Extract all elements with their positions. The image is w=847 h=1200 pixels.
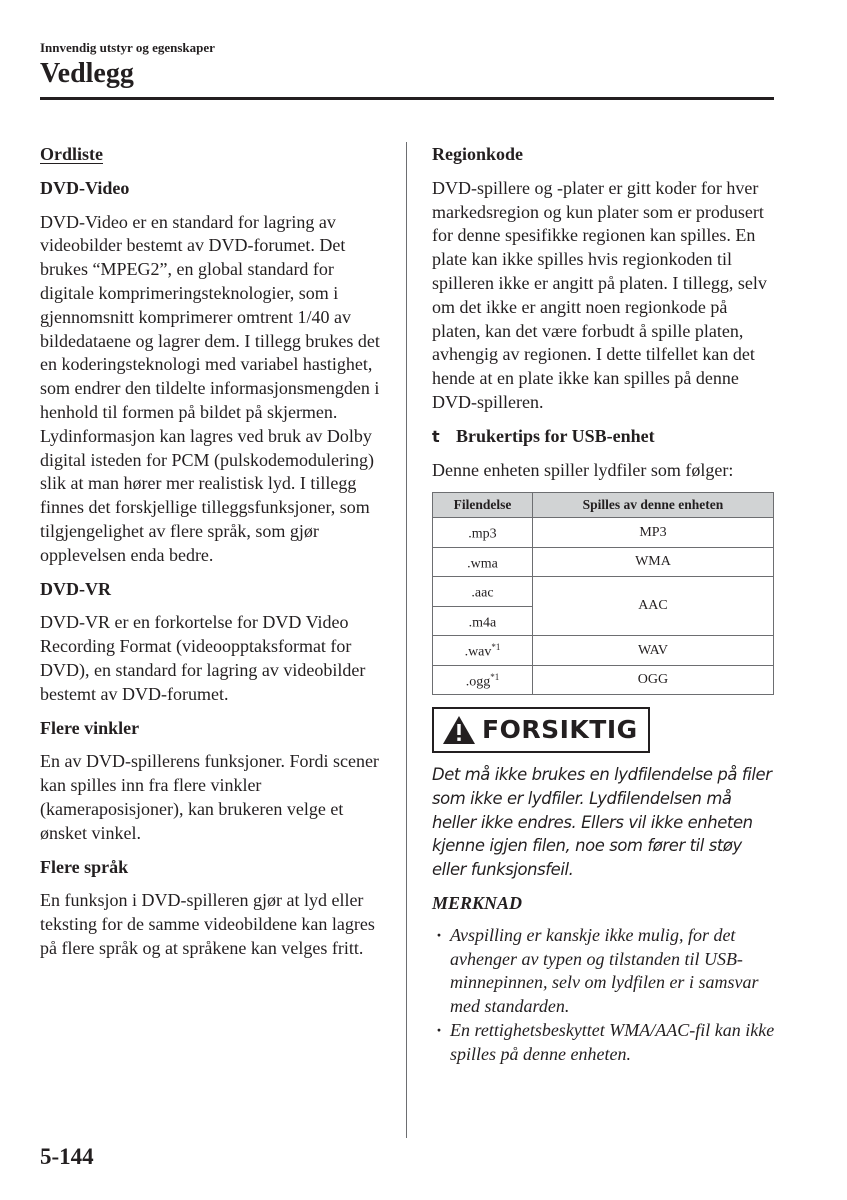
- multi-language-heading: Flere språk: [40, 856, 129, 877]
- table-cell-format: AAC: [532, 577, 773, 636]
- page-number: 5-144: [40, 1144, 94, 1169]
- table-row: [433, 577, 774, 606]
- region-code-text: DVD-spillere og -plater er gitt koder for hver markedsregion og kun plater som er produsert for denne spesifikke regionen kan spilles. En plate kan ikke spilles hvis regionkoden til spilleren ikke er angitt på platen. I tillegg, selv om det ikke er angitt noen regionkode på platen, kan det være forbudt å spille platen, avhengig av regionen. I dette tilfellet kan det hende at en plate ikke kan spilles på denne DVD-spilleren.: [432, 177, 767, 412]
- multi-angle-heading: Flere vinkler: [40, 717, 140, 738]
- left-column: [40, 143, 392, 971]
- section-label: Innvendig utstyr og egenskaper: [40, 40, 215, 55]
- table-cell-format: OGG: [532, 665, 773, 694]
- glossary-heading: Ordliste: [40, 144, 103, 164]
- dvd-vr-heading: DVD-VR: [40, 578, 111, 599]
- table-cell-extension: .m4a: [433, 606, 533, 635]
- dvd-video-heading: DVD-Video: [40, 177, 130, 198]
- table-cell-format: MP3: [532, 518, 773, 547]
- table-row: [433, 665, 774, 694]
- tips-bullet-icon: t: [432, 426, 440, 446]
- note-list: [432, 924, 776, 1067]
- file-extension-table: [432, 492, 774, 695]
- table-header-cell: Spilles av denne enheten: [532, 493, 773, 518]
- warning-triangle-icon: [442, 715, 476, 745]
- table-row: [433, 547, 774, 576]
- caution-label: FORSIKTIG: [482, 715, 638, 745]
- usb-tips-intro: Denne enheten spiller lydfiler som følger:: [432, 459, 734, 480]
- region-code-heading: Regionkode: [432, 144, 524, 164]
- right-column: [432, 143, 776, 1067]
- table-cell-extension: .aac: [433, 577, 533, 606]
- caution-box: [432, 707, 650, 753]
- multi-angle-text: En av DVD-spillerens funksjoner. Fordi scener kan spilles inn fra flere vinkler (kameraposisjoner), kan brukeren velge et ønsket vinkel.: [40, 751, 379, 843]
- page-title: Vedlegg: [40, 58, 134, 89]
- caution-text: Det må ikke brukes en lydfilendelse på filer som ikke er lydfiler. Lydfilendelsen må heller ikke endres. Ellers vil ikke enheten kjenne igjen filen, noe som fører til støy eller funksjonsfeil.: [432, 765, 772, 880]
- table-cell-extension: .mp3: [433, 518, 533, 547]
- list-item: · Avspilling er kanskje ikke mulig, for det avhenger av typen og tilstanden til USB-minnepinnen, selv om lydfilen er i samsvar med standarden.: [432, 924, 776, 1019]
- table-cell-format: WAV: [532, 636, 773, 665]
- table-header-cell: Filendelse: [433, 493, 533, 518]
- multi-language-text: En funksjon i DVD-spilleren gjør at lyd eller teksting for de samme videobildene kan lagres på flere språk og at språkene kan velges fritt.: [40, 890, 375, 958]
- list-item: · En rettighetsbeskyttet WMA/AAC-fil kan ikke spilles på denne enheten.: [432, 1019, 776, 1067]
- table-cell-extension: .wma: [433, 547, 533, 576]
- usb-tips-heading: [432, 425, 776, 449]
- table-row: [433, 518, 774, 547]
- table-cell-extension: .wav$^{*1}$: [433, 636, 533, 665]
- column-divider: [406, 142, 407, 1138]
- usb-tips-title: Brukertips for USB-enhet: [456, 425, 655, 446]
- table-cell-format: WMA: [532, 547, 773, 576]
- dvd-vr-text: DVD-VR er en forkortelse for DVD Video Recording Format (videoopptaksformat for DVD), en standard for lagring av videobilder bestemt av DVD-forumet.: [40, 612, 366, 704]
- dvd-video-text: DVD-Video er en standard for lagring av videobilder bestemt av DVD-forumet. Det brukes “MPEG2”, en global standard for digitale komprimeringsteknologier, som i gjennomsnitt komprimerer omtrent 1/40 av bildedataene og lagrer dem. I tillegg brukes det en koderingsteknologi med variabel hastighet, som endrer den tildelte informasjonsmengden i henhold til formen på bildet på skjermen. Lydinformasjon kan lagres ved bruk av Dolby digital isteden for PCM (pulskodemodulering) slik at man hører mer realistisk lyd. I tillegg finnes det forskjellige tilleggsfunksjoner, som tilgjengelighet av flere språk, som gjør opplevelsen enda bedre.: [40, 211, 380, 565]
- note-heading: MERKNAD: [432, 893, 523, 914]
- table-row: [433, 636, 774, 665]
- table-cell-extension: .ogg$^{*1}$: [433, 665, 533, 694]
- table-header-row: [433, 493, 774, 518]
- title-rule: [40, 97, 774, 100]
